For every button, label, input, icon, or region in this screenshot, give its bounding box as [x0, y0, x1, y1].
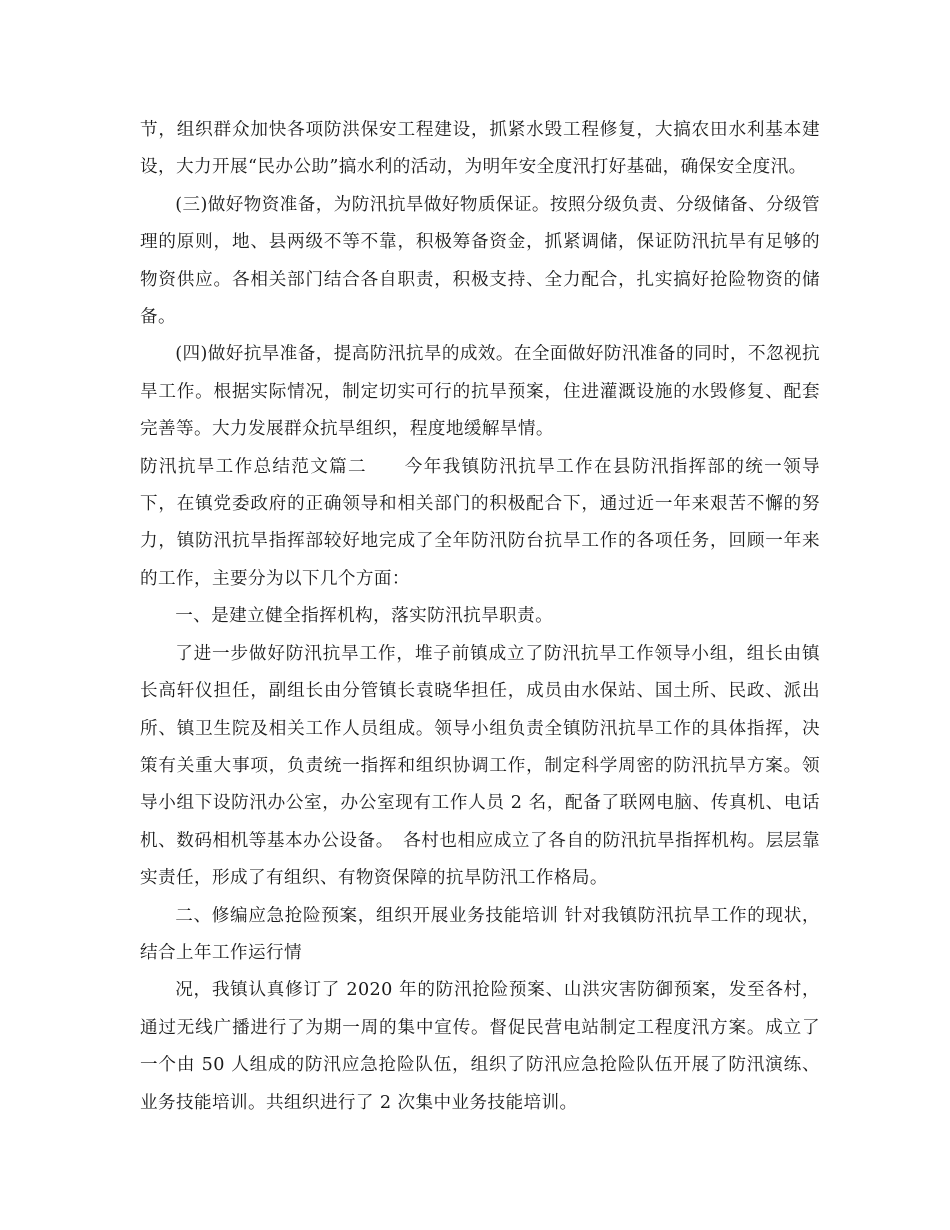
paragraph-article-two-intro: 防汛抗旱工作总结范文篇二 今年我镇防汛抗旱工作在县防汛指挥部的统一领导下，在镇党委政府的正确领导和相关部门的积极配合下，通过近一年来艰苦不懈的努力，镇防汛抗旱指挥部较好地完成了全年防汛防台抗旱工作的各项任务，回顾一年来的工作，主要分为以下几个方面： — [140, 456, 820, 589]
paragraph-flood-works: 节，组织群众加快各项防洪保安工程建设，抓紧水毁工程修复，大搞农田水利基本建设，大力开展“民办公助”搞水利的活动，为明年安全度汛打好基础，确保安全度汛。 — [140, 120, 820, 178]
paragraph-emergency-plan: 况，我镇认真修订了 2020 年的防汛抢险预案、山洪灾害防御预案，发至各村，通过无线广播进行了为期一周的集中宣传。督促民营电站制定工程度汛方案。成立了一个由 50 人组成的防汛应急抢险队伍，组织了防汛应急抢险队伍开展了防汛演练、业务技能培训。共组织进行了 2 次集中业务技能培训。 — [140, 980, 820, 1113]
paragraph-command-structure: 了进一步做好防汛抗旱工作，堆子前镇成立了防汛抗旱工作领导小组，组长由镇长高轩仪担任，副组长由分管镇长袁晓华担任，成员由水保站、国土所、民政、派出所、镇卫生院及相关工作人员组成。领导小组负责全镇防汛抗旱工作的具体指挥，决策有关重大事项，负责统一指挥和组织协调工作，制定科学周密的防汛抗旱方案。领导小组下设防汛办公室，办公室现有工作人员 2 名，配备了联网电脑、传真机、电话机、数码相机等基本办公设备。 各村也相应成立了各自的防汛抗旱指挥机构。层层靠实责任，形成了有组织、有物资保障的抗旱防汛工作格局。 — [140, 643, 820, 889]
section-heading-one: 一、是建立健全指挥机构，落实防汛抗旱职责。 — [175, 606, 554, 627]
document-body — [140, 112, 820, 1122]
section-heading-two: 二、修编应急抢险预案，组织开展业务技能培训 针对我镇防汛抗旱工作的现状，结合上年工作运行情 — [140, 905, 820, 963]
paragraph-drought-prep: (四)做好抗旱准备，提高防汛抗旱的成效。在全面做好防汛准备的同时，不忽视抗旱工作。根据实际情况，制定切实可行的抗旱预案，住进灌溉设施的水毁修复、配套完善等。大力发展群众抗旱组织，程度地缓解旱情。 — [140, 344, 820, 440]
paragraph-materials-prep: (三)做好物资准备，为防汛抗旱做好物质保证。按照分级负责、分级储备、分级管理的原则，地、县两级不等不靠，积极筹备资金，抓紧调储，保证防汛抗旱有足够的物资供应。各相关部门结合各自职责，积极支持、全力配合，扎实搞好抢险物资的储备。 — [140, 194, 820, 328]
